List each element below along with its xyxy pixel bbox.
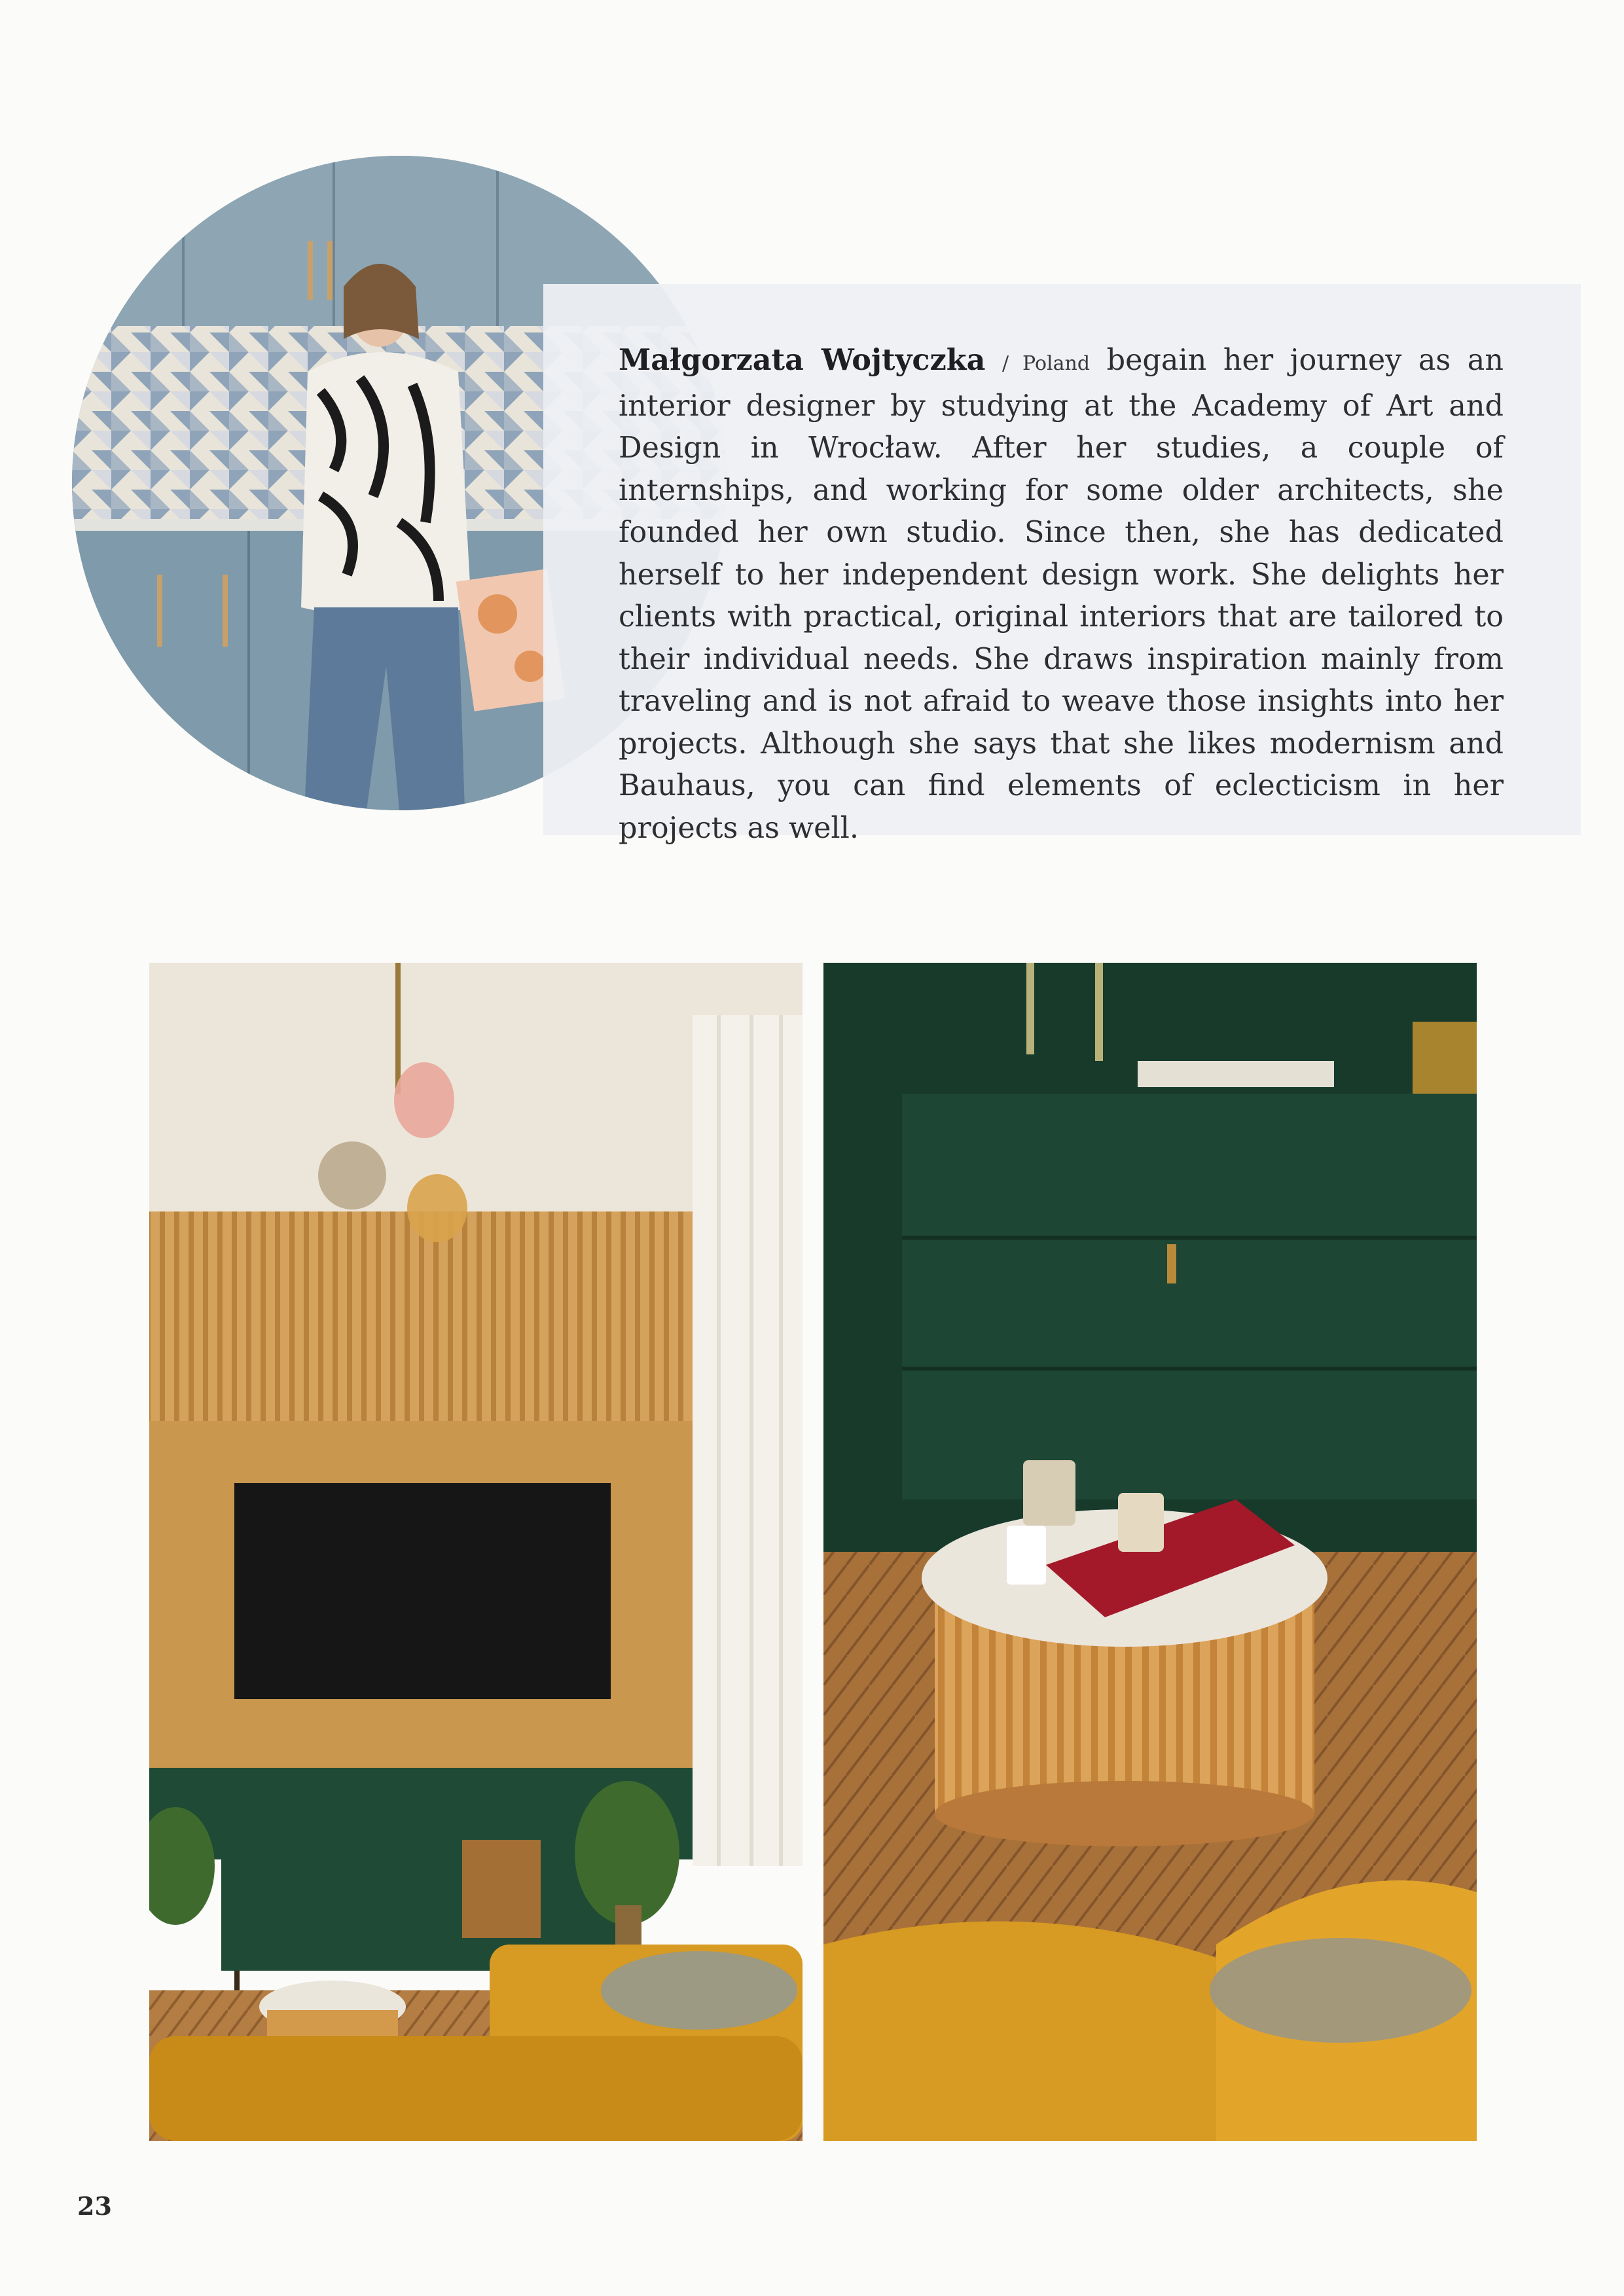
designer-name: Małgorzata Wojtyczka	[619, 343, 986, 377]
living-room-photo	[149, 963, 803, 2141]
coffee-table-illustration	[823, 963, 1477, 2141]
coffee-table-photo	[823, 963, 1477, 2141]
page-number: 23	[77, 2191, 112, 2221]
designer-country: / Poland	[1001, 352, 1091, 375]
designer-bio	[619, 339, 1504, 850]
living-room-illustration	[149, 963, 803, 2141]
bio-body-text: begain her journey as an interior designer by studying at the Academy of Art and Design in Wrocław. After her studies, a couple of internships, and working for some older architects, she founded her own studio. Since then, she has dedicated herself to her independent design work. She delights her clients with practical, original interiors that are tailored to their individual needs. She draws inspiration mainly from traveling and is not afraid to weave those insights into her projects. Although she says that she likes modernism and Bauhaus, you can find elements of eclecticism in her projects as well.	[619, 344, 1504, 845]
